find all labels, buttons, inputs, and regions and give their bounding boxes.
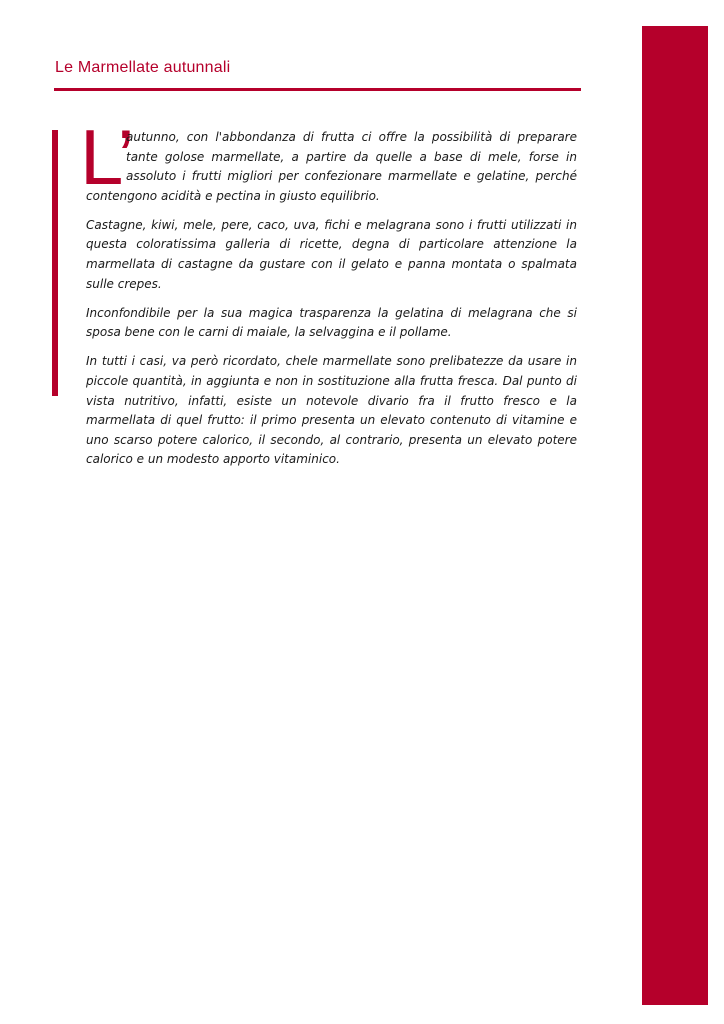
page-title: Le Marmellate autunnali: [55, 59, 231, 76]
header-divider: [54, 88, 581, 91]
decorative-side-band: [642, 26, 708, 1005]
margin-accent-bar: [52, 130, 58, 396]
paragraph-intro-text: autunno, con l'abbondanza di frutta ci offre la possibilità di preparare tante golose marmellate, a partire da quelle a base di mele, forse in assoluto i frutti migliori per confezionare marmellate e gelatine, perché contengono acidità e pectina in giusto equilibrio.: [86, 130, 577, 203]
article-body: [86, 128, 577, 480]
paragraph-pomegranate: Inconfondibile per la sua magica trasparenza la gelatina di melagrana che si sposa bene con le carni di maiale, la selvaggina e il pollame.: [86, 305, 577, 340]
paragraph-intro: [86, 128, 577, 206]
paragraph-nutrition: In tutti i casi, va però ricordato, chele marmellate sono prelibatezze da usare in piccole quantità, in aggiunta e non in sostituzione alla frutta fresca. Dal punto di vista nutritivo, infatti, esiste un notevole divario fra il frutto fresco e la marmellata di quel frutto: il primo presenta un elevato contenuto di vitamine e uno scarso potere calorico, il secondo, al contrario, presenta un elevato potere calorico e un modesto apporto vitaminico.: [86, 354, 577, 467]
drop-cap-spacer: [86, 128, 126, 185]
drop-cap: L’: [80, 113, 133, 201]
paragraph-fruits: Castagne, kiwi, mele, pere, caco, uva, fichi e melagrana sono i frutti utilizzati in questa coloratissima galleria di ricette, degna di particolare attenzione la marmellata di castagne da gustare con il gelato e panna montata o spalmata sulle crepes.: [86, 217, 577, 291]
